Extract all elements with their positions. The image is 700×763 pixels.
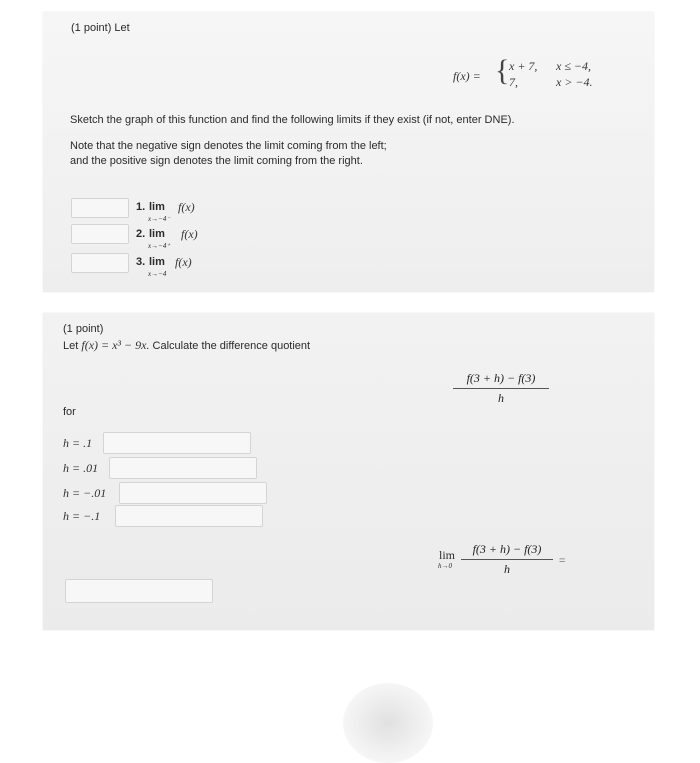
case2-condition: x > −4. (556, 75, 593, 89)
limit-denominator: h (504, 562, 510, 576)
h-label-2: h = .01 (63, 461, 99, 475)
limit-subscript: h→0 (438, 562, 452, 570)
problem-1-header: (1 point) Let (71, 22, 130, 34)
limit-fraction (461, 542, 553, 577)
item-2-subscript: x→−4⁺ (148, 242, 171, 250)
limit-numerator: f(3 + h) − f(3) (472, 542, 542, 556)
difference-quotient (453, 371, 549, 406)
prompt-prefix: Let (63, 340, 79, 352)
case1-condition: x ≤ −4, (556, 59, 592, 73)
dq-numerator: f(3 + h) − f(3) (466, 371, 536, 385)
item-3-expression: f(x) (175, 255, 192, 269)
item-1-subscript: x→−4⁻ (148, 215, 171, 223)
h-input-4[interactable] (115, 505, 263, 527)
dq-fraction-bar (453, 388, 549, 389)
limit-3-input[interactable] (71, 253, 129, 273)
problem-2-panel (43, 313, 654, 630)
h-label-4: h = −.1 (63, 509, 101, 523)
note-line-2: and the positive sign denotes the limit coming from the right. (70, 155, 363, 167)
item-3-subscript: x→−4 (148, 270, 167, 278)
h-input-2[interactable] (109, 457, 257, 479)
item-2-lim: lim (149, 228, 165, 240)
function-lhs: f(x) = (453, 69, 481, 83)
glare-spot (343, 683, 433, 763)
item-3-lim: lim (149, 256, 165, 268)
problem-2-prompt (63, 338, 310, 353)
case1-expression: x + 7, (509, 59, 538, 73)
note-line-1: Note that the negative sign denotes the limit coming from the left; (70, 140, 387, 152)
limit-lim: lim (439, 548, 456, 562)
h-input-1[interactable] (103, 432, 251, 454)
item-2-expression: f(x) (181, 227, 198, 241)
item-3-number: 3. (136, 256, 146, 268)
item-2-number: 2. (136, 228, 146, 240)
limit-fraction-bar (461, 559, 553, 560)
item-1-lim: lim (149, 201, 165, 213)
problem-1-panel (43, 12, 654, 292)
limit-equals: = (559, 555, 566, 567)
limit-answer-input[interactable] (65, 579, 213, 603)
prompt-suffix: Calculate the difference quotient (152, 340, 311, 352)
dq-denominator: h (498, 391, 504, 405)
problem-2-header: (1 point) (63, 323, 104, 335)
h-label-1: h = .1 (63, 436, 93, 450)
item-1-expression: f(x) (178, 200, 195, 214)
limit-1-input[interactable] (71, 198, 129, 218)
for-label: for (63, 406, 76, 418)
h-input-3[interactable] (119, 482, 267, 504)
instruction-text: Sketch the graph of this function and find the following limits if they exist (if not, enter DNE). (70, 114, 515, 126)
case2-expression: 7, (509, 75, 518, 89)
h-label-3: h = −.01 (63, 486, 107, 500)
brace-symbol: { (495, 54, 510, 87)
prompt-function: f(x) = x³ − 9x. (81, 338, 150, 352)
limit-2-input[interactable] (71, 224, 129, 244)
item-1-number: 1. (136, 201, 146, 213)
